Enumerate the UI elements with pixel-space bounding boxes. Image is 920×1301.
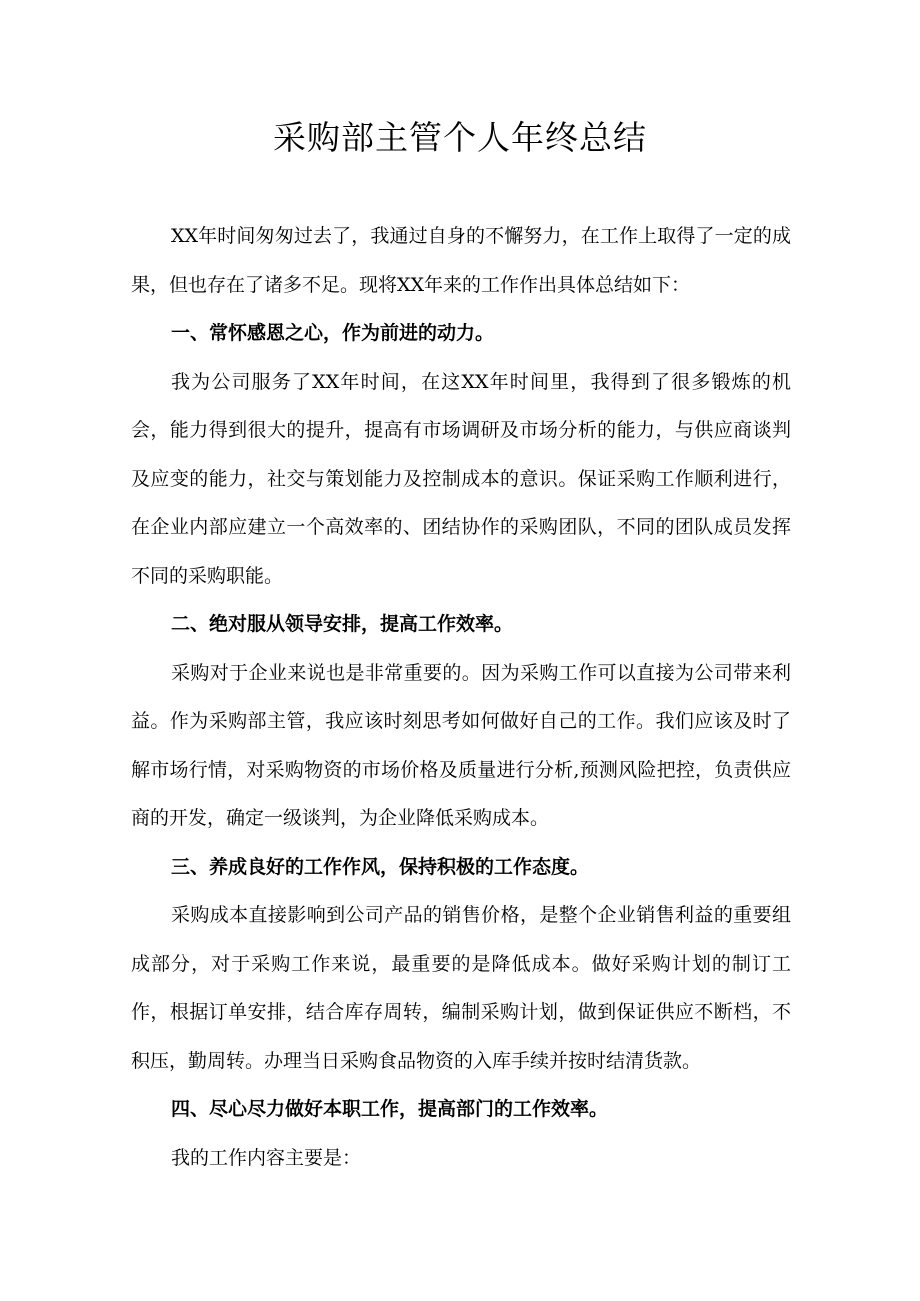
- section-heading-3: 三、养成良好的工作作风，保持积极的工作态度。: [171, 855, 590, 878]
- section-heading-4: 四、尽心尽力做好本职工作，提高部门的工作效率。: [171, 1098, 609, 1120]
- section-heading-2: 二、绝对服从领导安排，提高工作效率。: [171, 613, 514, 635]
- intro-paragraph: XX年时间匆匆过去了，我通过自身的不懈努力，在工作上取得了一定的成果，但也存在了诸多不足。现将XX年来的工作作出具体总结如下：: [131, 225, 791, 296]
- section-heading-1: 一、常怀感恩之心，作为前进的动力。: [171, 322, 495, 344]
- document-body: [131, 212, 791, 1182]
- section-paragraph-4: 我的工作内容主要是：: [171, 1146, 362, 1169]
- section-paragraph-2: 采购对于企业来说也是非常重要的。因为采购工作可以直接为公司带来利益。作为采购部主管，我应该时刻思考如何做好自己的工作。我们应该及时了解市场行情，对采购物资的市场价格及质量进行分析,预测风险把控，负责供应商的开发，确定一级谈判，为企业降低采购成本。: [131, 661, 791, 829]
- document-title: 采购部主管个人年终总结: [273, 118, 647, 157]
- section-paragraph-1: 我为公司服务了XX年时间，在这XX年时间里，我得到了很多锻炼的机会，能力得到很大的提升，提高有市场调研及市场分析的能力，与供应商谈判及应变的能力，社交与策划能力及控制成本的意识。保证采购工作顺利进行，在企业内部应建立一个高效率的、团结协作的采购团队，不同的团队成员发挥不同的采购职能。: [131, 370, 791, 587]
- section-paragraph-3: 采购成本直接影响到公司产品的销售价格，是整个企业销售利益的重要组成部分，对于采购工作来说，最重要的是降低成本。做好采购计划的制订工作，根据订单安排，结合库存周转，编制采购计划，做到保证供应不断档，不积压，勤周转。办理当日采购食品物资的入库手续并按时结清货款。: [131, 904, 791, 1072]
